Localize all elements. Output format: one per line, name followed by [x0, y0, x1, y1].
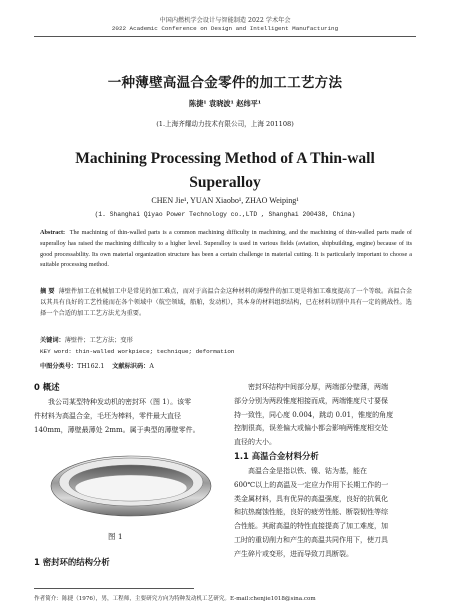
abstract-en-label: Abstract:	[40, 229, 66, 236]
right-col-line: 控制很高，误差偏大或偏小都会影响两锥度相交处	[234, 424, 388, 433]
abstract-chinese	[40, 286, 412, 320]
subsection-line: 高温合金是指以铁、镍、钴为基，能在	[248, 467, 367, 475]
subsection-line: 工时的重切削力和产生的高温共同作用下，使刀具	[234, 535, 388, 544]
subsection-line: 和抗热腐蚀性能，良好的疲劳性能、断裂韧性等综	[234, 508, 388, 517]
footnote-author-bio: 作者简介：陈捷（1976），男，工程师，主要研究方向为特种发动机工艺研究。E-mail:chenjie1018@sina.com	[34, 596, 316, 602]
chinese-affiliation: (1.上海齐耀动力技术有限公司，上海 201108)	[156, 120, 294, 128]
classification-label-2: 文献标识码：	[112, 363, 150, 370]
keywords-en-label: KEY word:	[40, 348, 72, 355]
keywords-cn-text: 薄壁件；工艺方法；变形	[64, 337, 133, 344]
subsection-line: 600℃以上的高温及一定应力作用下长期工作的一	[234, 480, 389, 489]
subsection-line: 合性能。其耐高温的特性直接提高了加工难度，加	[234, 522, 388, 531]
classification-value-1: TH162.1	[77, 363, 105, 370]
right-col-line: 密封环结构中间部分厚，两端部分壁薄，两端	[248, 383, 388, 391]
chinese-authors: 陈捷¹ 袁晓波¹ 赵纬平¹	[189, 99, 261, 108]
english-title-line2: Superalloy	[189, 174, 261, 191]
classification-value-2: A	[149, 363, 154, 370]
section-1-heading: 1 密封环的结构分析	[34, 557, 110, 567]
chinese-title: 一种薄壁高温合金零件的加工工艺方法	[107, 75, 343, 91]
english-authors: CHEN Jie¹, YUAN Xiaobo¹, ZHAO Weiping¹	[151, 196, 299, 205]
right-col-line: 直径的大小。	[234, 438, 276, 447]
right-col-line: 部分分别为两段锥度相接而成，两端锥度尺寸要保	[234, 396, 388, 405]
english-title-line1: Machining Processing Method of A Thin-wall	[75, 150, 375, 167]
subsection-line: 产生碎片或变形，进而导致刀具断裂。	[234, 549, 353, 558]
conference-header-cn: 中国内燃机学会设计与智能制造 2022 学术年会	[159, 17, 291, 24]
keywords-cn	[40, 335, 133, 344]
section-0-line: 140mm，薄壁最薄处 2mm。属于典型的薄壁零件。	[34, 425, 200, 434]
subsection-line: 类金属材料，具有优异的高温强度，良好的抗氧化	[234, 494, 388, 503]
conference-header-en: 2022 Academic Conference on Design and Intelligent Manufacturing	[111, 25, 339, 32]
keywords-en-text: thin-walled workpiece; technique; deformation	[75, 348, 235, 355]
abstract-en-text: The machining of thin-walled parts is a common machining difficulty in machining, and the machining of thin-walled parts made of superalloy has raised the machining difficulty to a higher level. Superalloy is used in various fields (aviation, shipbuilding, engine) because of its good processability. Its own material organization structure has been a certain challenge in material cutting. It is particularly important to choose a suitable processing method.	[40, 229, 412, 269]
keywords-cn-label: 关键词：	[40, 337, 65, 344]
subsection-1-1-heading: 1.1 高温合金材料分析	[234, 451, 319, 461]
abstract-english	[40, 228, 412, 271]
section-0-line: 件材料为高温合金，毛坯为棒料，零件最大直径	[34, 411, 181, 420]
abstract-cn-text: 薄壁件加工在机械加工中是常见的加工难点，而对于高温合金这种材料的薄壁件的加工更是将加工难度提高了一个等级。高温合金以其具有良好的工艺性能而在各个领域中（航空领域，船舶，发动机），其本身的材料组织结构，已在材料切削中具有一定的挑战性。选择一个合适的加工工艺方法尤为重要。	[40, 288, 413, 318]
right-column-body	[234, 381, 420, 450]
footnote-rule	[34, 588, 194, 589]
classification-line	[40, 361, 154, 370]
subsection-1-1-body	[234, 465, 420, 562]
figure-1-caption: 图 1	[108, 532, 123, 541]
figure-1-sealing-ring	[46, 450, 216, 520]
right-col-line: 持一致性，同心度 0.004，跳动 0.01，锥度的角度	[234, 410, 394, 419]
keywords-en	[40, 348, 234, 355]
section-0-line: 我公司某型特种发动机的密封环（图 1）。该零	[48, 398, 192, 406]
section-0-heading: 0 概述	[34, 382, 60, 392]
abstract-cn-label: 摘 要	[40, 288, 55, 295]
section-0-body	[34, 396, 220, 437]
ring-inner-floor	[75, 475, 187, 501]
classification-label-1: 中图分类号：	[40, 363, 78, 370]
english-affiliation: (1. Shanghai Qiyao Power Technology co.,LTD , Shanghai 200438, China)	[94, 211, 356, 218]
header-rule	[34, 36, 416, 37]
